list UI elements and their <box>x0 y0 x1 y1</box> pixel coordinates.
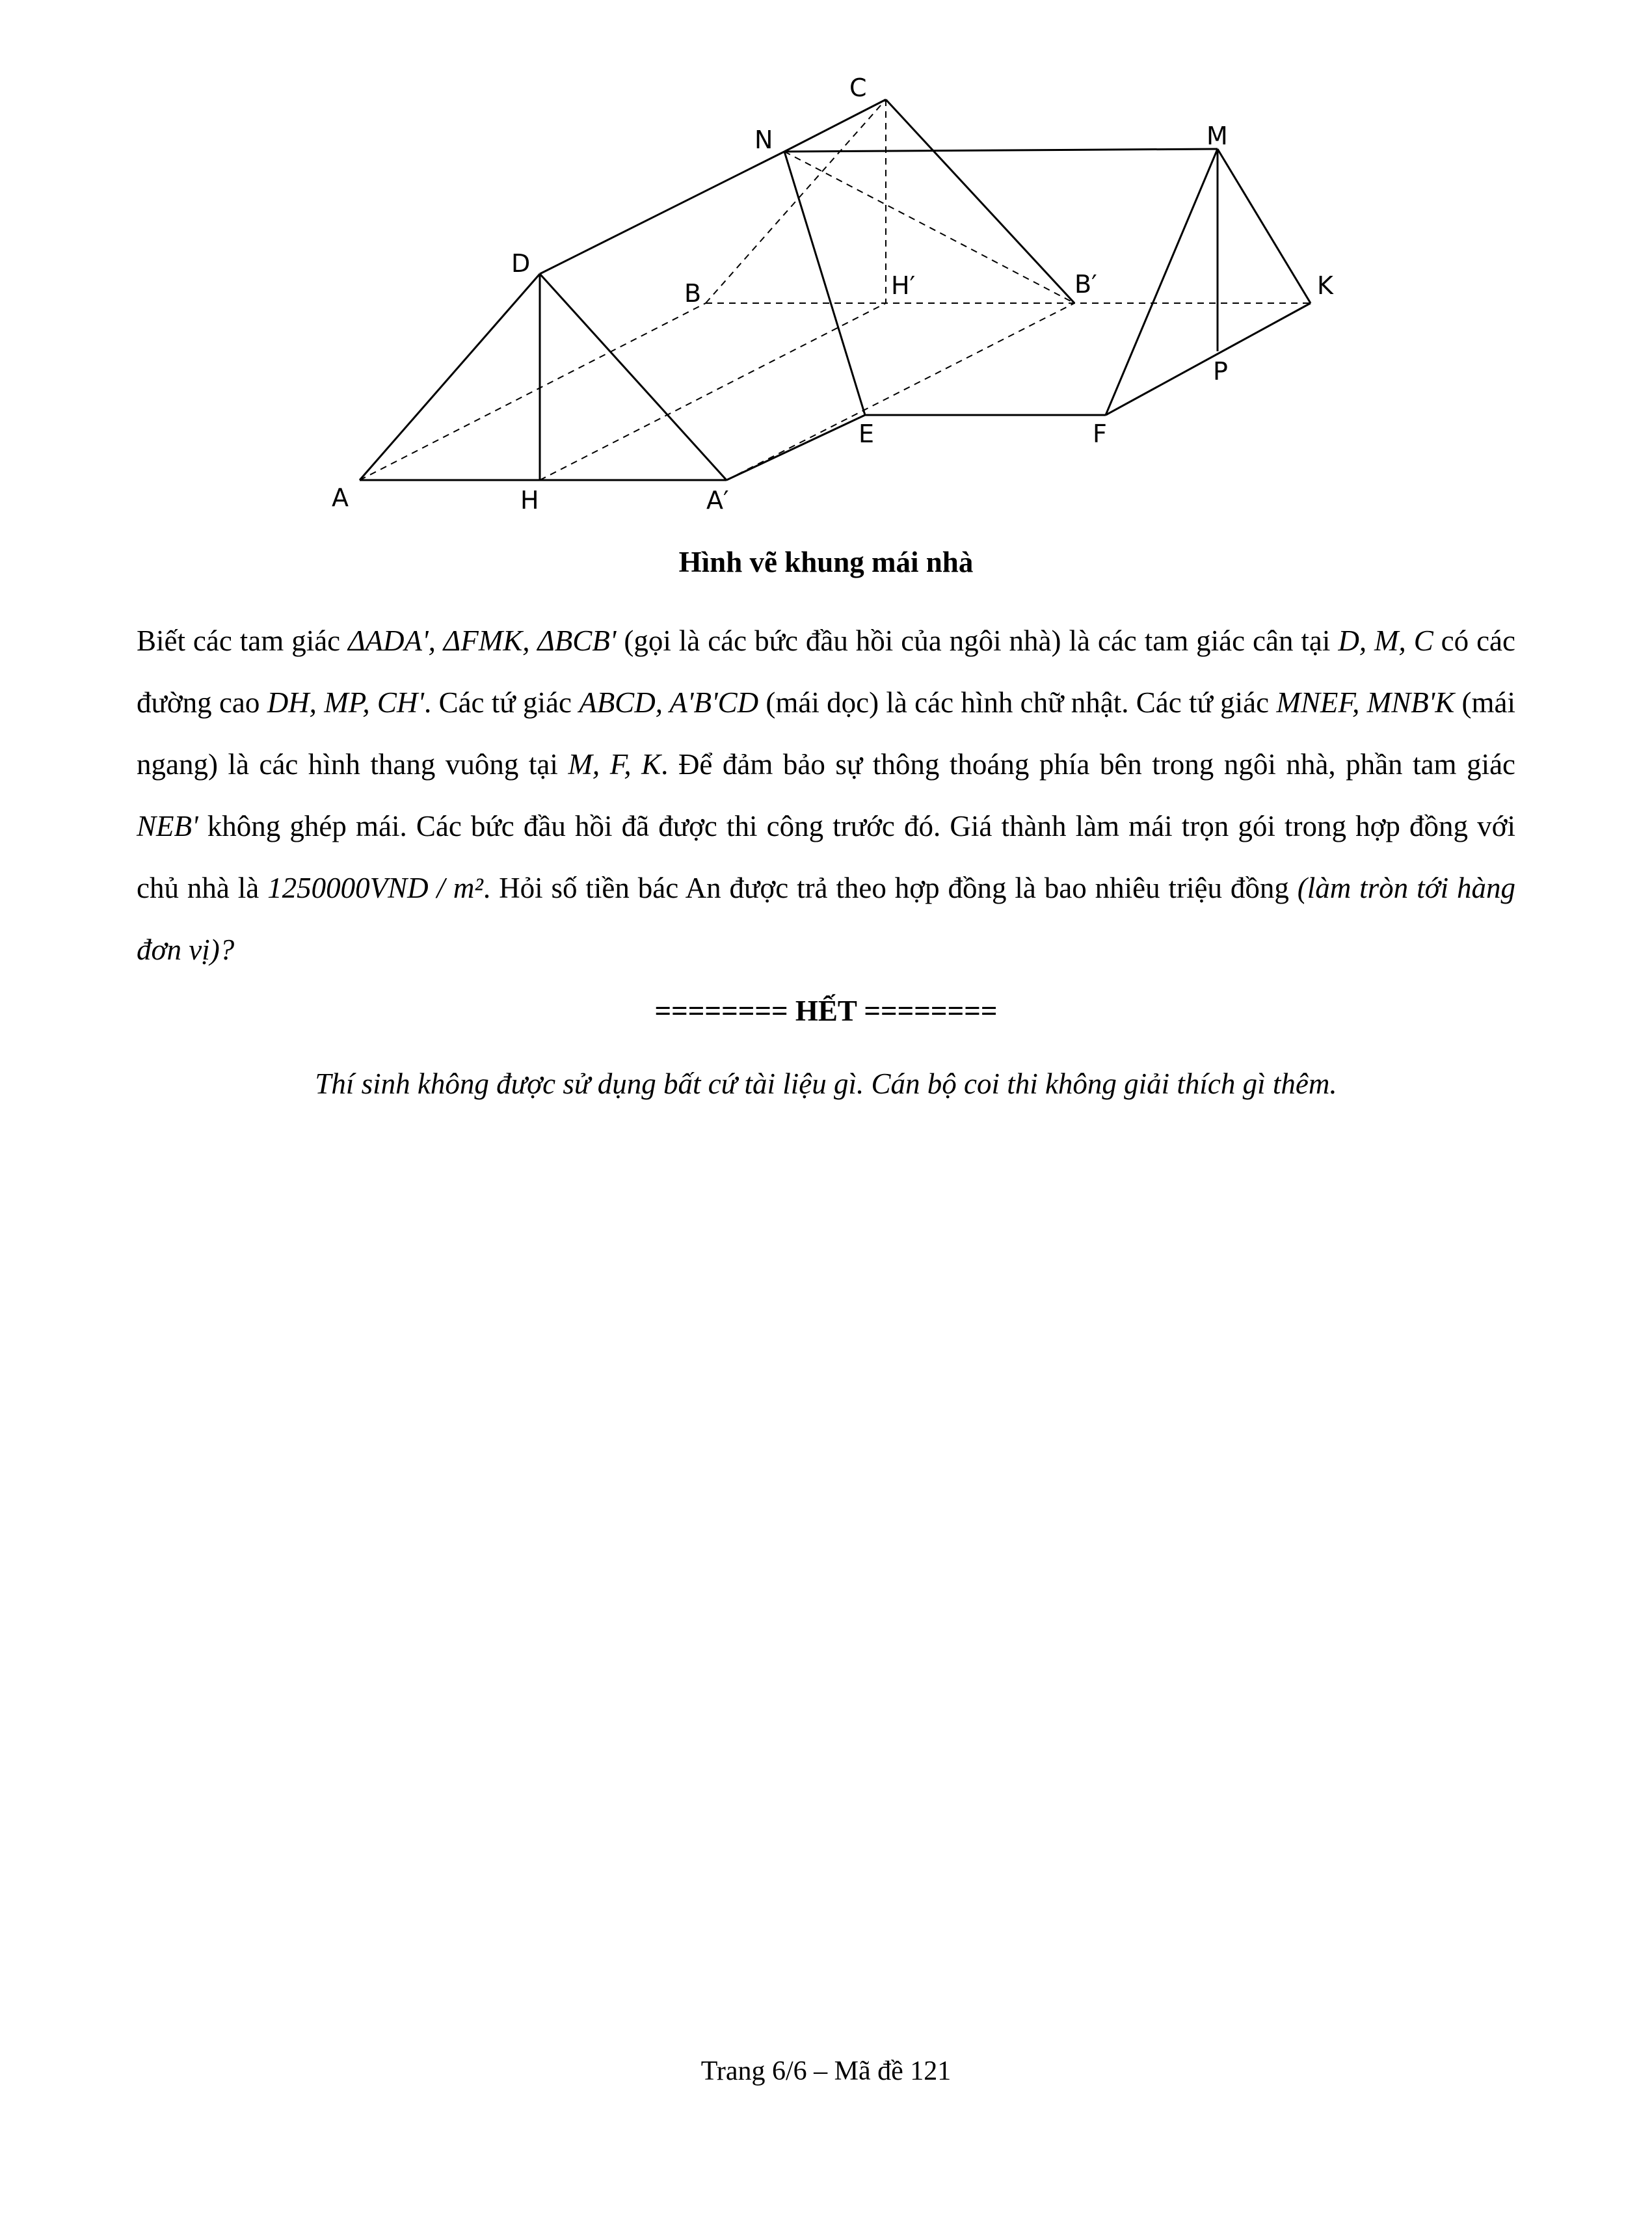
label-E: E <box>859 420 875 448</box>
label-C: C <box>849 74 867 102</box>
math-expression: D, M, C <box>1338 624 1433 657</box>
label-B-prime: B′ <box>1074 270 1097 299</box>
paragraph-text: . Để đảm bảo sự thông thoáng phía bên trong ngôi nhà, phần tam giác <box>661 748 1516 781</box>
label-N: N <box>754 126 773 154</box>
math-expression: DH, MP, CH' <box>267 686 425 719</box>
paragraph-text: . Các tứ giác <box>424 686 580 719</box>
end-marker: ======== HẾT ======== <box>654 995 998 1027</box>
paragraph-text: (gọi là các bức đầu hồi của ngôi nhà) là các tam giác cân tại <box>616 624 1339 657</box>
edge-FK <box>1106 303 1311 415</box>
edge-A'E <box>726 415 865 480</box>
paragraph-text: (mái dọc) là các hình chữ nhật. Các tứ giác <box>758 686 1277 719</box>
paragraph-text: có các đường cao <box>137 624 1516 719</box>
edge-FM <box>1106 149 1218 415</box>
edge-A'B' <box>726 303 1074 480</box>
label-P: P <box>1213 357 1228 386</box>
math-expression: ΔADA', ΔFMK, ΔBCB' <box>348 624 617 657</box>
figure-caption: Hình vẽ khung mái nhà <box>678 546 974 578</box>
edge-HH' <box>540 303 886 480</box>
edge-MK <box>1218 149 1311 303</box>
italic-note: (làm tròn tới hàng đơn vị)? <box>137 872 1515 966</box>
edge-NM <box>784 149 1218 152</box>
label-K: K <box>1317 271 1333 300</box>
paragraph-text: không ghép mái. Các bức đầu hồi đã được thi công trước đó. Giá thành làm mái trọn gói trong hợp đồng với chủ nhà là <box>137 810 1515 904</box>
math-expression: MNEF, MNB'K <box>1276 686 1455 719</box>
label-H: H <box>520 486 539 515</box>
problem-paragraph <box>137 610 1515 981</box>
edge-NE <box>784 152 865 415</box>
math-expression: ABCD, A'B'CD <box>579 686 759 719</box>
paragraph-text: (mái ngang) là các hình thang vuông tại <box>137 686 1515 781</box>
edge-BC <box>706 100 886 303</box>
edge-AB <box>360 303 706 480</box>
point-labels <box>332 74 1334 515</box>
hidden-edges <box>360 100 1311 480</box>
edge-NC <box>784 100 886 152</box>
edge-AD <box>360 274 540 480</box>
math-expression: M, F, K <box>568 748 661 781</box>
solid-edges <box>360 100 1311 480</box>
paragraph-text: Biết các tam giác <box>137 624 349 657</box>
label-H-prime: H′ <box>891 271 916 300</box>
label-D: D <box>511 249 531 278</box>
math-expression: NEB' <box>137 810 198 842</box>
edge-NB' <box>784 152 1074 303</box>
page-footer: Trang 6/6 – Mã đề 121 <box>700 2056 952 2086</box>
roof-frame-figure <box>312 65 1366 533</box>
label-M: M <box>1206 122 1228 150</box>
label-A-prime: A′ <box>706 486 729 515</box>
label-B: B <box>684 279 702 308</box>
paragraph-text: . Hỏi số tiền bác An được trả theo hợp đồng là bao nhiêu triệu đồng <box>483 872 1298 904</box>
exam-note: Thí sinh không được sử dụng bất cứ tài liệu gì. Cán bộ coi thi không giải thích gì thêm. <box>315 1067 1337 1100</box>
label-A: A <box>332 483 349 512</box>
label-F: F <box>1093 420 1107 448</box>
math-expression: 1250000VND / m² <box>267 872 483 904</box>
